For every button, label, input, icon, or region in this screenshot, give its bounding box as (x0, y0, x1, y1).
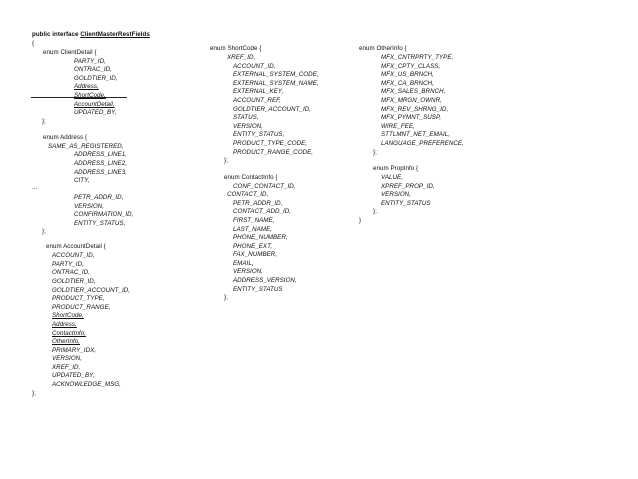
other-info-field: MFX_US_BRNCH, (381, 71, 434, 78)
prop-info-close: }; (373, 208, 377, 215)
other-info-field: MFX_PYMNT_SUSP, (381, 114, 442, 121)
account-detail-field: GOLDTIER_ID, (52, 278, 96, 285)
client-detail-declaration: enum ClientDetail { (43, 49, 97, 56)
interface-declaration (32, 31, 150, 38)
short-code-field: VERSION, (233, 123, 263, 130)
short-code-field: XREF_ID, (227, 54, 256, 61)
account-detail-field: XREF_ID, (52, 364, 81, 371)
contact-info-field: CONF_CONTACT_ID, (233, 183, 296, 190)
contact-info-field: EMAIL, (233, 260, 254, 267)
account-detail-declaration: enum AccountDetail { (46, 243, 106, 250)
prop-info-field: VALUE, (381, 174, 403, 181)
short-code-close: }; (224, 157, 228, 164)
short-code-field: EXTERNAL_SYSTEM_NAME, (233, 80, 319, 87)
short-code-field: ACCOUNT_ID, (233, 63, 276, 70)
other-info-field: STTLMNT_NET_EMAIL, (381, 131, 450, 138)
address-field: ADDRESS_LINE3, (74, 169, 127, 176)
contact-info-field: LAST_NAME, (233, 226, 273, 233)
other-info-field: LANGUAGE_PREFERENCE, (381, 140, 464, 147)
address-field: ADDRESS_LINE1, (74, 151, 127, 158)
short-code-field: ENTITY_STATUS, (233, 131, 285, 138)
contact-info-close: }; (224, 294, 228, 301)
account-detail-field-ref: Address, (52, 321, 77, 328)
client-detail-field: GOLDTIER_ID, (74, 75, 118, 82)
client-detail-field-ref: Address, (74, 83, 99, 90)
account-detail-field: ACKNOWLEDGE_MSG, (52, 381, 121, 388)
contact-info-declaration: enum ContactInfo { (224, 174, 278, 181)
final-close-brace: } (359, 217, 362, 224)
account-detail-field: ONTRAC_ID, (52, 269, 90, 276)
client-detail-field: ONTRAC_ID, (74, 66, 112, 73)
close-brace: }; (32, 390, 36, 397)
address-field: ADDRESS_LINE2, (74, 160, 127, 167)
short-code-field: PRODUCT_TYPE_CODE, (233, 140, 308, 147)
other-info-close: }; (373, 149, 377, 156)
account-detail-field: ACCOUNT_ID, (52, 252, 95, 259)
contact-info-field: PHONE_NUMBER, (233, 234, 288, 241)
account-detail-field: UPDATED_BY, (52, 372, 95, 379)
account-detail-field: PRODUCT_RANGE, (52, 304, 111, 311)
account-detail-field: GOLDTIER_ACCOUNT_ID, (52, 287, 131, 294)
contact-info-field: CONTACT_ID, (227, 191, 269, 198)
contact-info-field: CONTACT_ADD_ID, (233, 208, 292, 215)
prop-info-declaration: enum PropInfo { (373, 165, 419, 172)
short-code-field: PRODUCT_RANGE_CODE, (233, 149, 314, 156)
prop-info-field: ENTITY_STATUS (381, 200, 431, 207)
address-field: ENTITY_STATUS, (74, 220, 126, 227)
contact-info-field: ADDRESS_VERSION, (233, 277, 297, 284)
contact-info-field: ENTITY_STATUS (233, 286, 283, 293)
client-detail-field: PARTY_ID, (74, 58, 106, 65)
short-code-field: ACCOUNT_REF, (233, 97, 281, 104)
other-info-declaration: enum OtherInfo { (359, 45, 407, 52)
client-detail-field-ref: AccountDetail, (74, 101, 115, 108)
other-info-field: MFX_SALES_BRNCH, (381, 88, 446, 95)
short-code-field: GOLDTIER_ACCOUNT_ID, (233, 106, 312, 113)
short-code-field: EXTERNAL_KEY, (233, 88, 284, 95)
short-code-field: STATUS, (233, 114, 259, 121)
interface-name: ClientMasterRestFields (80, 31, 150, 38)
address-declaration: enum Address { (43, 134, 88, 141)
account-detail-field-ref: OtherInfo, (52, 338, 81, 345)
account-detail-field: PRIMARY_IDX, (52, 347, 97, 354)
contact-info-field: PHONE_EXT, (233, 243, 273, 250)
other-info-field: MFX_MRGN_OWNR, (381, 97, 442, 104)
interface-keyword: public interface (32, 31, 81, 38)
client-detail-field-ref: ShortCode, (74, 92, 106, 99)
client-detail-field: UPDATED_BY, (74, 109, 117, 116)
address-field: PETR_ADDR_ID, (74, 194, 124, 201)
open-brace: { (32, 40, 35, 47)
other-info-field: MFX_REV_SHRNG_ID, (381, 106, 449, 113)
account-detail-field: PARTY_ID, (52, 261, 84, 268)
other-info-field: WIRE_FEE, (381, 123, 415, 130)
address-field: CITY, (74, 177, 90, 184)
address-close: }; (42, 228, 46, 235)
contact-info-field: FAX_NUMBER, (233, 251, 278, 258)
contact-info-field: VERSION, (233, 268, 263, 275)
short-code-declaration: enum ShortCode { (210, 45, 262, 52)
contact-info-field: PETR_ADDR_ID, (233, 200, 283, 207)
account-detail-field: VERSION, (52, 355, 82, 362)
address-field: VERSION, (74, 203, 104, 210)
other-info-field: MFX_CPTY_CLASS, (381, 63, 441, 70)
account-detail-field: PRODUCT_TYPE, (52, 295, 105, 302)
other-info-field: MFX_CNTRPRTY_TYPE, (381, 54, 454, 61)
address-field: CONFIRMATION_ID, (74, 211, 134, 218)
prop-info-field: XPREF_PROP_ID, (381, 183, 435, 190)
client-detail-close: }; (42, 118, 46, 125)
other-info-field: MFX_CA_BRNCH, (381, 80, 434, 87)
address-field: SAME_AS_REGISTERED, (48, 143, 124, 150)
divider-line (31, 97, 127, 98)
ellipsis: ... (32, 184, 38, 191)
account-detail-field-ref: ShortCode, (52, 312, 84, 319)
contact-info-field: FIRST_NAME, (233, 217, 275, 224)
account-detail-field-ref: ContactInfo, (52, 330, 86, 337)
prop-info-field: VERSION, (381, 191, 411, 198)
short-code-field: EXTERNAL_SYSTEM_CODE, (233, 71, 319, 78)
